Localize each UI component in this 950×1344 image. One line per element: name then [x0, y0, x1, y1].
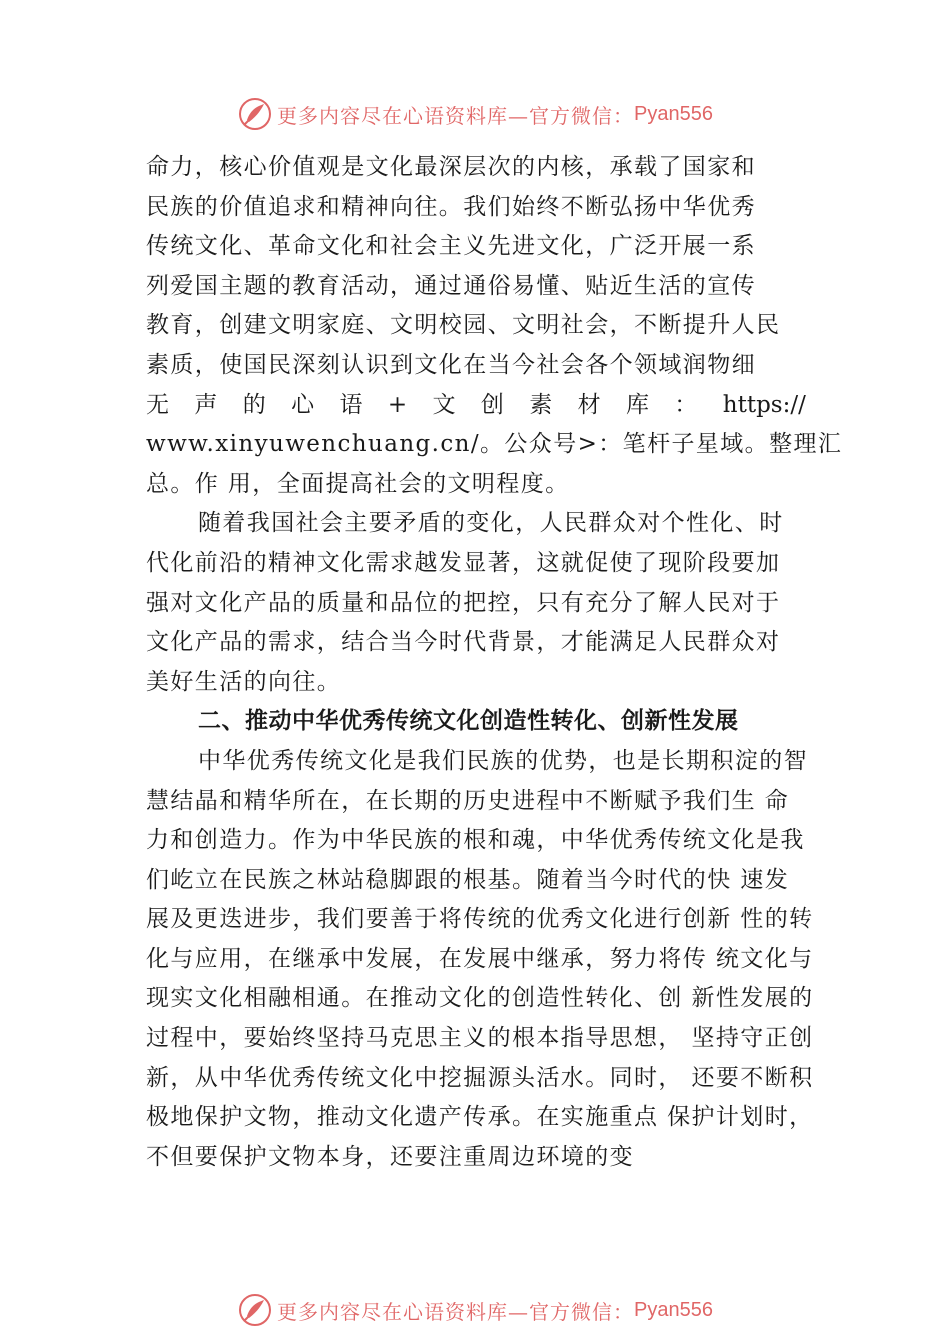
spread-char: https:// [722, 391, 806, 418]
text-line: 展及更迭进步，我们要善于将传统的优秀文化进行创新 性的转 [146, 906, 814, 933]
text-line: 力和创造力。作为中华民族的根和魂，中华优秀传统文化是我 [146, 827, 805, 854]
text-line: 过程中，要始终坚持马克思主义的根本指导思想， 坚持守正创 [146, 1025, 814, 1052]
text-line-justified [146, 386, 806, 426]
spread-char: 创 [480, 391, 504, 418]
text-line: www.xinyuwenchuang.cn/。公众号>：笔杆子星域。整理汇 [146, 431, 843, 458]
spread-char: 素 [529, 391, 553, 418]
text-line: 代化前沿的精神文化需求越发显著，这就促使了现阶段要加 [146, 549, 781, 576]
text-line: 慧结晶和精华所在，在长期的历史进程中不断赋予我们生 命 [146, 787, 790, 814]
spread-char: 声 [194, 391, 218, 418]
brand-logo-icon [237, 1292, 273, 1328]
text-line: 现实文化相融相通。在推动文化的创造性转化、创 新性发展的 [146, 985, 814, 1012]
text-line: 列爱国主题的教育活动，通过通俗易懂、贴近生活的宣传 [146, 272, 756, 299]
text-line: 们屹立在民族之林站稳脚跟的根基。随着当今时代的快 速发 [146, 866, 790, 893]
text-line: 民族的价值追求和精神向往。我们始终不断弘扬中华优秀 [146, 193, 756, 220]
text-line: 教育，创建文明家庭、文明校园、文明社会，不断提升人民 [146, 312, 781, 339]
spread-char: 心 [291, 391, 315, 418]
spread-char: 无 [146, 391, 169, 418]
text-line: 文化产品的需求，结合当今时代背景，才能满足人民群众对 [146, 629, 781, 656]
header-banner [0, 94, 950, 134]
text-line: 极地保护文物，推动文化遗产传承。在实施重点 保护计划时， [146, 1104, 814, 1131]
text-line: 传统文化、革命文化和社会主义先进文化，广泛开展一系 [146, 233, 756, 260]
spread-char: 语 [339, 391, 363, 418]
spread-char: 的 [242, 391, 266, 418]
footer-banner [0, 1290, 950, 1330]
text-line: 强对文化产品的质量和品位的把控，只有充分了解人民对于 [146, 589, 781, 616]
text-line: 不但要保护文物本身，还要注重周边环境的变 [146, 1143, 634, 1170]
banner-text: 更多内容尽在心语资料库—官方微信： [277, 103, 635, 128]
spread-char: 库 [626, 391, 650, 418]
spread-char: 材 [577, 391, 601, 418]
banner-wechat-id: Pyan556 [634, 1298, 713, 1321]
paragraph-start-line: 中华优秀传统文化是我们民族的优势，也是长期积淀的智 [198, 747, 808, 774]
text-line: 总。作 用，全面提高社会的文明程度。 [146, 470, 570, 497]
section-heading: 二、推动中华优秀传统文化创造性转化、创新性发展 [198, 708, 739, 735]
paragraph-start-line: 随着我国社会主要矛盾的变化，人民群众对个性化、时 [198, 510, 784, 537]
text-line: 素质，使国民深刻认识到文化在当今社会各个领域润物细 [146, 351, 756, 378]
spread-char: 文 [432, 391, 456, 418]
brand-logo-icon [237, 96, 273, 132]
document-body [146, 148, 843, 1177]
banner-wechat-id: Pyan556 [634, 102, 713, 125]
text-line: 命力，核心价值观是文化最深层次的内核，承载了国家和 [146, 154, 756, 180]
spread-char: ： [674, 391, 698, 418]
text-line: 新，从中华优秀传统文化中挖掘源头活水。同时， 还要不断积 [146, 1064, 814, 1091]
text-line: 化与应用，在继承中发展，在发展中继承，努力将传 统文化与 [146, 945, 814, 972]
banner-text: 更多内容尽在心语资料库—官方微信： [277, 1299, 635, 1324]
spread-char: + [387, 391, 408, 418]
text-line: 美好生活的向往。 [146, 668, 342, 695]
